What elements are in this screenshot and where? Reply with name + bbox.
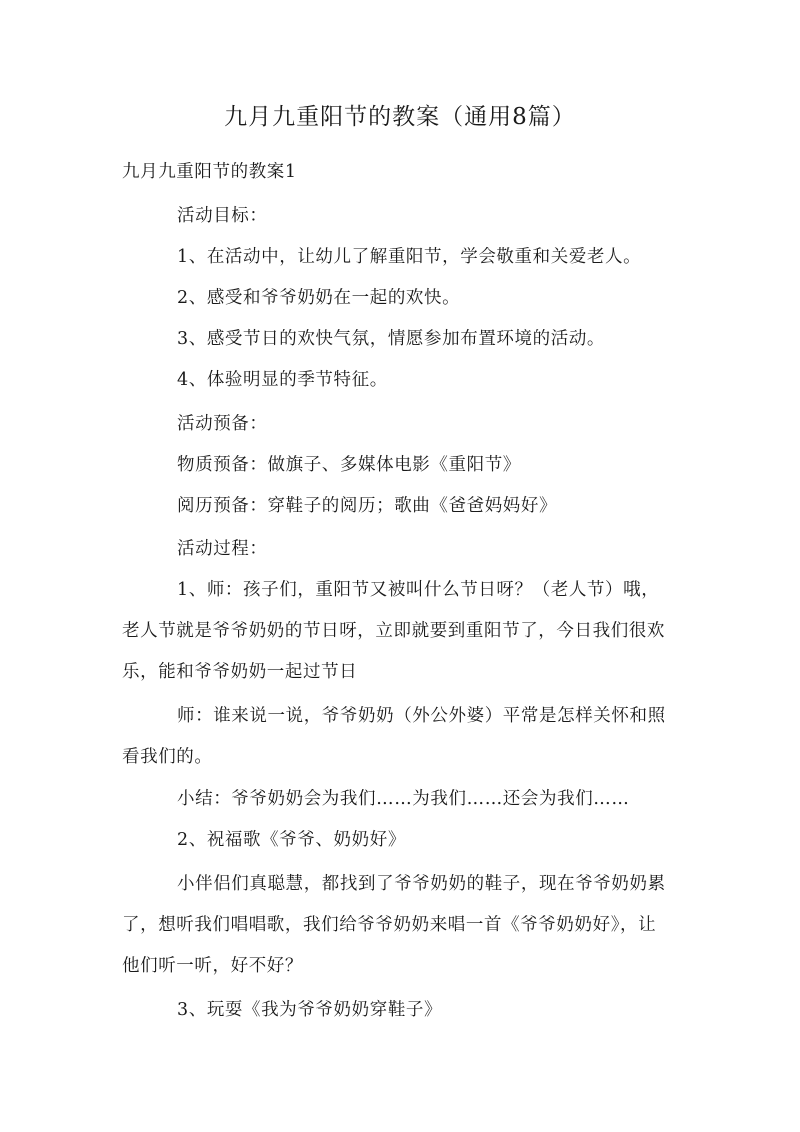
paragraph-line: 1、师：孩子们，重阳节又被叫什么节日呀？（老人节）哦， [177,580,660,600]
paragraph-line: 了，想听我们唱唱歌，我们给爷爷奶奶来唱一首《爷爷奶奶好》，让 [122,915,657,935]
paragraph-line: 2、感受和爷爷奶奶在一起的欢快。 [177,288,461,308]
document-title: 九月九重阳节的教案（通用8篇） [224,104,576,130]
paragraph-line: 小结：爷爷奶奶会为我们……为我们……还会为我们…… [177,789,630,809]
paragraph-line: 老人节就是爷爷奶奶的节日呀，立即就要到重阳节了，今日我们很欢 [122,621,665,641]
paragraph-line: 1、在活动中，让幼儿了解重阳节，学会敬重和关爱老人。 [177,247,642,267]
paragraph-line: 物质预备：做旗子、多媒体电影《重阳节》 [177,455,521,475]
paragraph-line: 师：谁来说一说，爷爷奶奶（外公外婆）平常是怎样关怀和照 [177,706,666,726]
section-heading: 九月九重阳节的教案1 [122,162,297,182]
paragraph-line: 他们听一听，好不好？ [122,956,303,976]
paragraph-line: 4、体验明显的季节特征。 [177,370,388,390]
paragraph-line: 小伴侣们真聪慧，都找到了爷爷奶奶的鞋子，现在爷爷奶奶累 [177,874,666,894]
paragraph-line: 活动预备： [177,414,268,434]
paragraph-line: 3、感受节日的欢快气氛，情愿参加布置环境的活动。 [177,329,606,349]
paragraph-line: 活动目标： [177,206,268,226]
paragraph-line: 阅历预备：穿鞋子的阅历；歌曲《爸爸妈妈好》 [177,496,558,516]
paragraph-line: 3、玩耍《我为爷爷奶奶穿鞋子》 [177,1000,443,1020]
paragraph-line: 活动过程： [177,539,268,559]
paragraph-line: 看我们的。 [122,747,213,767]
paragraph-line: 乐，能和爷爷奶奶一起过节日 [122,662,358,682]
paragraph-line: 2、祝福歌《爷爷、奶奶好》 [177,830,406,850]
